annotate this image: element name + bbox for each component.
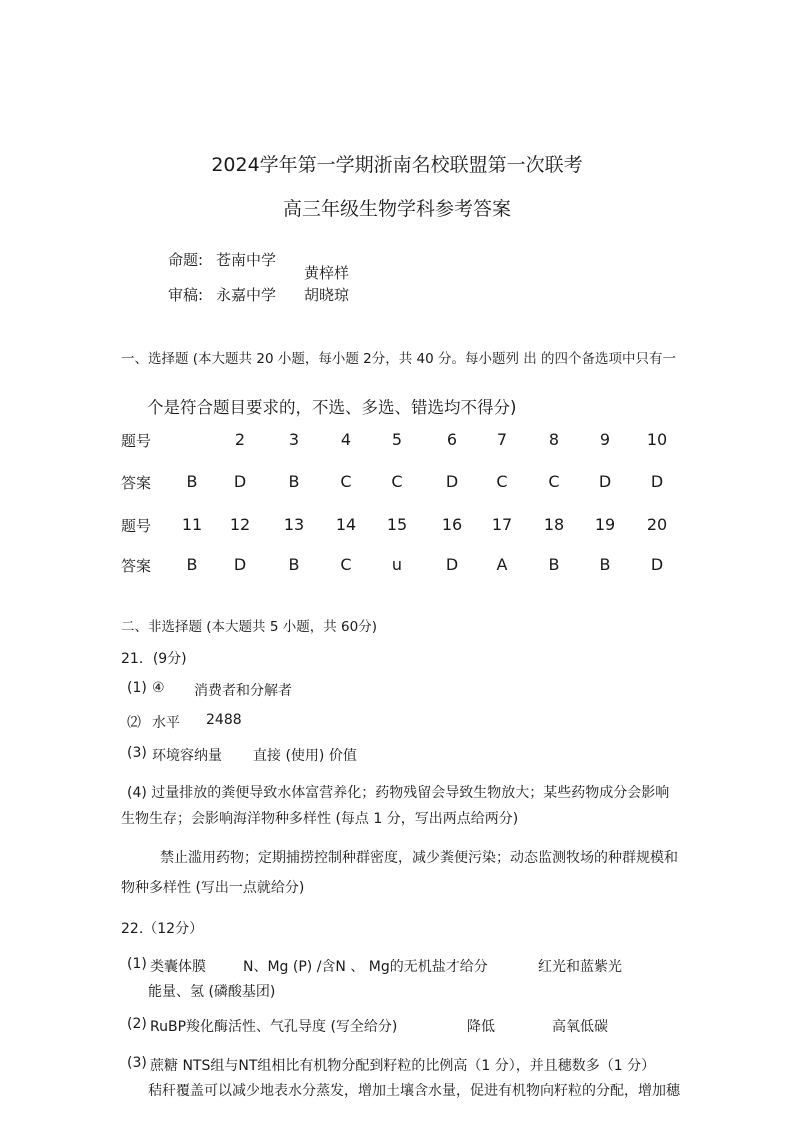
compose-name: 黄梓样 <box>304 264 350 282</box>
q22-a1-answer: 类囊体膜 <box>150 959 206 975</box>
table-cell: C <box>340 472 352 491</box>
table-cell: u <box>391 555 403 574</box>
table-cell: 2 <box>234 430 246 449</box>
q22-a3-line2: 秸秆覆盖可以减少地表水分蒸发，增加土壤含水量，促进有机物向籽粒的分配，增加穗 <box>148 1083 680 1099</box>
table-row-label: 答案 <box>121 474 152 492</box>
table-cell: B <box>288 555 300 574</box>
table-cell: 5 <box>391 430 403 449</box>
table-cell: B <box>599 555 611 574</box>
compose-school: 苍南中学 <box>216 251 277 269</box>
table-cell: D <box>598 472 612 491</box>
table-cell: A <box>496 555 508 574</box>
table-cell: C <box>496 472 508 491</box>
q21-a1-number: (1) <box>127 680 147 696</box>
q21-a3-answer2: 直接 (使用) 价值 <box>253 748 357 764</box>
table-cell: D <box>233 472 247 491</box>
table-row-label: 题号 <box>121 432 152 450</box>
table-cell: D <box>650 555 664 574</box>
document-subtitle: 高三年级生物学科参考答案 <box>282 198 511 220</box>
document-title: 2024学年第一学期浙南名校联盟第一次联考 <box>211 154 583 176</box>
q21-a2-answer: 水平 <box>152 715 180 731</box>
q21-a2-answer2: 2488 <box>206 712 242 728</box>
q22-title: 22.（12分） <box>121 921 204 937</box>
q22-a1-answer3: 红光和蓝紫光 <box>538 959 622 975</box>
table-cell: 17 <box>491 515 513 534</box>
section1-intro-line2: 个是符合题目要求的，不选、多选、错选均不得分) <box>147 398 517 417</box>
q21-title: 21．(9分) <box>121 651 187 667</box>
table-cell: 9 <box>599 430 611 449</box>
table-cell: 6 <box>446 430 458 449</box>
review-label: 审稿: <box>168 286 204 304</box>
q22-a2-answer3: 高氧低碳 <box>552 1019 608 1035</box>
table-cell: D <box>445 472 459 491</box>
table-cell: D <box>445 555 459 574</box>
q21-a2-number: ⑵ <box>127 715 141 731</box>
q22-a1-number: (1) <box>127 956 147 972</box>
q22-a1-line2: 能量、氢 (磷酸基团) <box>148 984 276 1000</box>
table-cell: C <box>391 472 403 491</box>
table-cell: 4 <box>340 430 352 449</box>
table-cell: C <box>340 555 352 574</box>
table-cell: D <box>650 472 664 491</box>
table-cell: 18 <box>543 515 565 534</box>
q21-a1-answer2: 消费者和分解者 <box>194 683 292 699</box>
table-cell: B <box>288 472 300 491</box>
q22-a2-number: (2) <box>127 1016 147 1032</box>
section1-intro-line1: 一、选择题 (本大题共 20 小题，每小题 2分，共 40 分。每小题列 出 的四个备选项中只有一 <box>121 351 677 367</box>
table-cell: 11 <box>181 515 203 534</box>
q22-a2-answer2: 降低 <box>467 1019 495 1035</box>
q21-a4-line2: 生物生存；会影响海洋物种多样性 (每点 1 分，写出两点给两分) <box>121 811 519 827</box>
q21-a1-answer: ④ <box>152 680 165 696</box>
table-row-label: 答案 <box>121 557 152 575</box>
table-cell: 15 <box>386 515 408 534</box>
table-cell: 14 <box>335 515 357 534</box>
review-school: 永嘉中学 <box>216 286 277 304</box>
table-cell: 19 <box>594 515 616 534</box>
table-cell: D <box>233 555 247 574</box>
q22-a3-number: (3) <box>127 1055 147 1071</box>
table-cell: B <box>186 472 198 491</box>
section2-heading: 二、非选择题 (本大题共 5 小题，共 60分) <box>121 619 377 635</box>
table-cell: 12 <box>229 515 251 534</box>
table-cell: C <box>548 472 560 491</box>
table-cell: 13 <box>283 515 305 534</box>
q22-a3-answer: 蔗糖 NTS组与NT组相比有机物分配到籽粒的比例高（1 分），并且穗数多（1 分） <box>150 1058 656 1074</box>
q21-a4-line1: (4) 过量排放的粪便导致水体富营养化；药物残留会导致生物放大；某些药物成分会影响 <box>127 785 670 801</box>
q22-a2-answer: RuBP羧化酶活性、气孔导度 (写全给分) <box>150 1019 398 1035</box>
table-cell: B <box>548 555 560 574</box>
q21-a4-line3: 禁止滥用药物；定期捕捞控制种群密度，减少粪便污染；动态监测牧场的种群规模和 <box>160 850 678 866</box>
table-row-label: 题号 <box>121 517 152 535</box>
compose-label: 命题: <box>168 251 204 269</box>
table-cell: 16 <box>441 515 463 534</box>
table-cell: 7 <box>496 430 508 449</box>
table-cell: 10 <box>646 430 668 449</box>
q22-a1-answer2: N、Mg (P) /含N 、 Mg的无机盐才给分 <box>243 959 488 975</box>
q21-a4-line4: 物种多样性 (写出一点就给分) <box>121 880 305 896</box>
q21-a3-number: (3) <box>127 745 147 761</box>
q21-a3-answer: 环境容纳量 <box>152 748 222 764</box>
table-cell: 8 <box>548 430 560 449</box>
table-cell: 20 <box>646 515 668 534</box>
table-cell: 3 <box>288 430 300 449</box>
review-name: 胡晓琼 <box>304 286 350 304</box>
table-cell: B <box>186 555 198 574</box>
